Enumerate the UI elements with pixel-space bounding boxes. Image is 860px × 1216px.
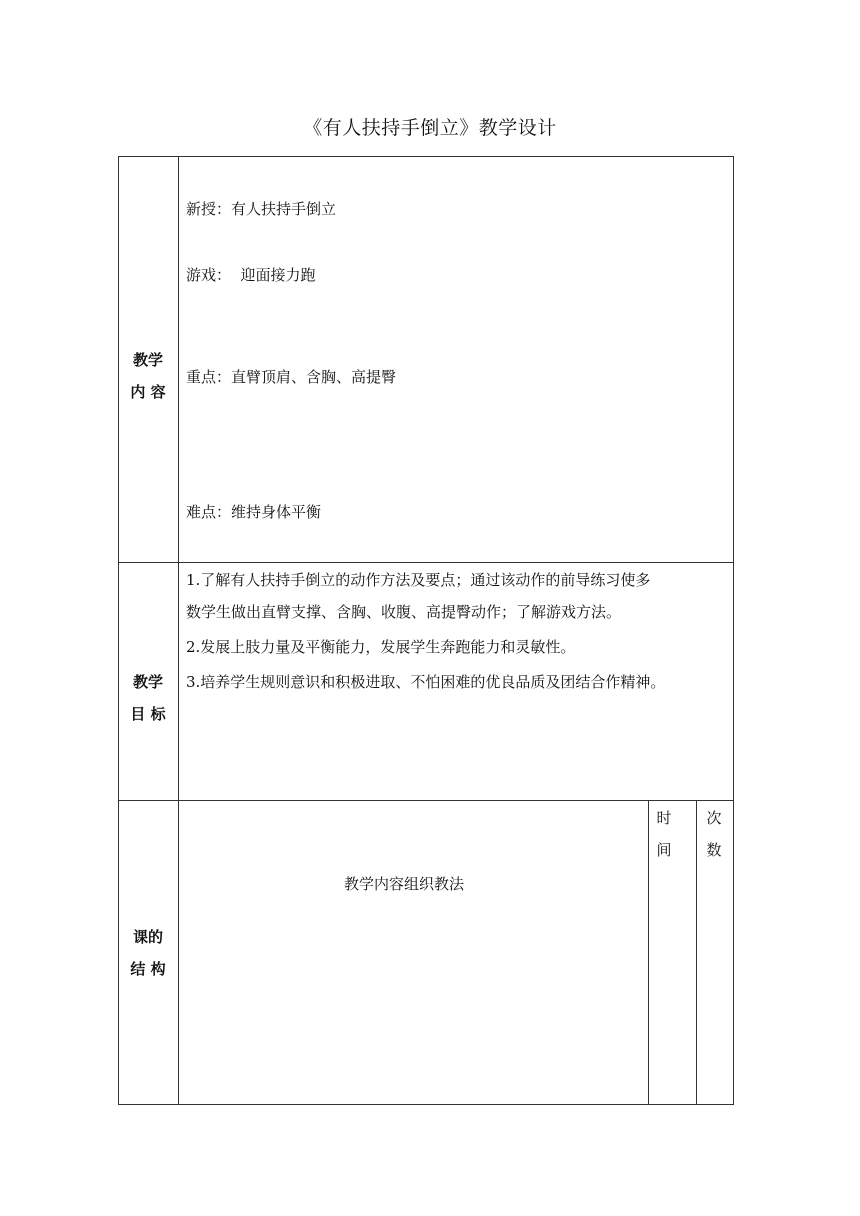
- structure-label-line1: 课的: [132, 928, 163, 946]
- time-column-header: [652, 802, 676, 866]
- objective-line-2: 数学生做出直臂支撑、含胸、收腹、高提臀动作；了解游戏方法。: [186, 603, 622, 621]
- content-label-line2: 内 容: [130, 383, 166, 401]
- content-row-label: [118, 344, 178, 408]
- time-header-char-1: 时: [656, 809, 672, 827]
- objective-line-1: 1.了解有人扶持手倒立的动作方法及要点；通过该动作的前导练习使多: [186, 571, 651, 589]
- table-divider-2: [118, 800, 734, 801]
- table-border-bottom: [118, 1104, 734, 1105]
- content-label-line1: 教学: [132, 351, 163, 369]
- time-column-divider: [648, 800, 649, 1105]
- table-border-right: [733, 156, 734, 1105]
- document-title: 《有人扶持手倒立》教学设计: [303, 117, 557, 139]
- key-points-text: 重点：直臂顶肩、含胸、高提臀: [186, 368, 397, 386]
- objectives-label-line1: 教学: [132, 673, 163, 691]
- count-column-divider: [696, 800, 697, 1105]
- structure-label-line2: 结 构: [130, 960, 166, 978]
- time-header-char-2: 间: [656, 841, 672, 859]
- objectives-row-label: [118, 666, 178, 730]
- objectives-label-line2: 目 标: [130, 705, 166, 723]
- table-border-top: [118, 156, 734, 157]
- objective-line-4: 3.培养学生规则意识和积极进取、不怕困难的优良品质及团结合作精神。: [186, 673, 666, 691]
- structure-content-header: 教学内容组织教法: [344, 875, 465, 893]
- label-column-divider: [178, 156, 179, 1105]
- table-divider-1: [118, 562, 734, 563]
- difficulty-text: 难点：维持身体平衡: [186, 503, 322, 521]
- count-header-char-2: 数: [706, 841, 722, 859]
- structure-row-label: [118, 921, 178, 985]
- new-lesson-text: 新授：有人扶持手倒立: [186, 200, 337, 218]
- count-header-char-1: 次: [706, 809, 722, 827]
- objective-line-3: 2.发展上肢力量及平衡能力，发展学生奔跑能力和灵敏性。: [186, 638, 576, 656]
- count-column-header: [702, 802, 726, 866]
- game-text: 游戏： 迎面接力跑: [186, 266, 316, 284]
